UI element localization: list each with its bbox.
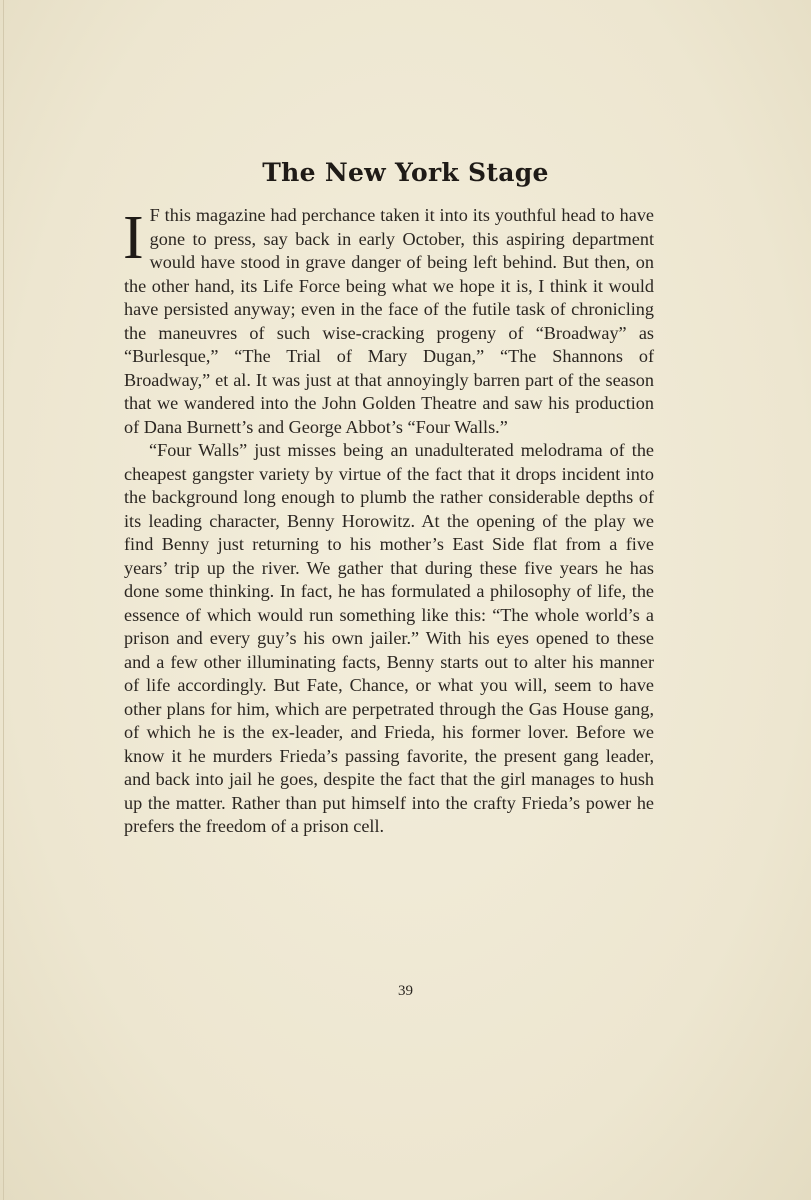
paragraph-1 — [124, 204, 654, 439]
page-title: The New York Stage — [262, 158, 549, 187]
drop-cap: I — [123, 204, 144, 272]
page-number: 39 — [398, 983, 413, 999]
article-body — [124, 204, 654, 839]
paragraph-1-text: F this magazine had perchance taken it into its youthful head to have gone to press, say back in early October, this aspiring department would have stood in grave danger of being left behind. But then, on the other hand, its Life Force being what we hope it is, I think it would have persisted anyway; even in the face of the futile task of chronicling the maneuvres of such wise-cracking progeny of “Broadway” as “Burlesque,” “The Trial of Mary Dugan,” “The Shannons of Broadway,” et al. It was just at that annoyingly barren part of the season that we wandered into the John Golden Theatre and saw his production of Dana Burnett’s and George Abbot’s “Four Walls.” — [124, 205, 654, 437]
paragraph-2: “Four Walls” just misses being an unadulterated melodrama of the cheapest gangster variety by virtue of the fact that it drops incident into the background long enough to plumb the rather considerable depths of its leading character, Benny Horowitz. At the opening of the play we find Benny just returning to his mother’s East Side flat from a five years’ trip up the river. We gather that during these five years he has done some thinking. In fact, he has formulated a philosophy of life, the essence of which would run something like this: “The whole world’s a prison and every guy’s his own jailer.” With his eyes opened to these and a few other illuminating facts, Benny starts out to alter his manner of life accordingly. But Fate, Chance, or what you will, seem to have other plans for him, which are perpetrated through the Gas House gang, of which he is the ex-leader, and Frieda, his former lover. Before we know it he murders Frieda’s passing favorite, the present gang leader, and back into jail he goes, despite the fact that the girl manages to hush up the matter. Rather than put himself into the crafty Frieda’s power he prefers the freedom of a prison cell. — [124, 440, 654, 836]
